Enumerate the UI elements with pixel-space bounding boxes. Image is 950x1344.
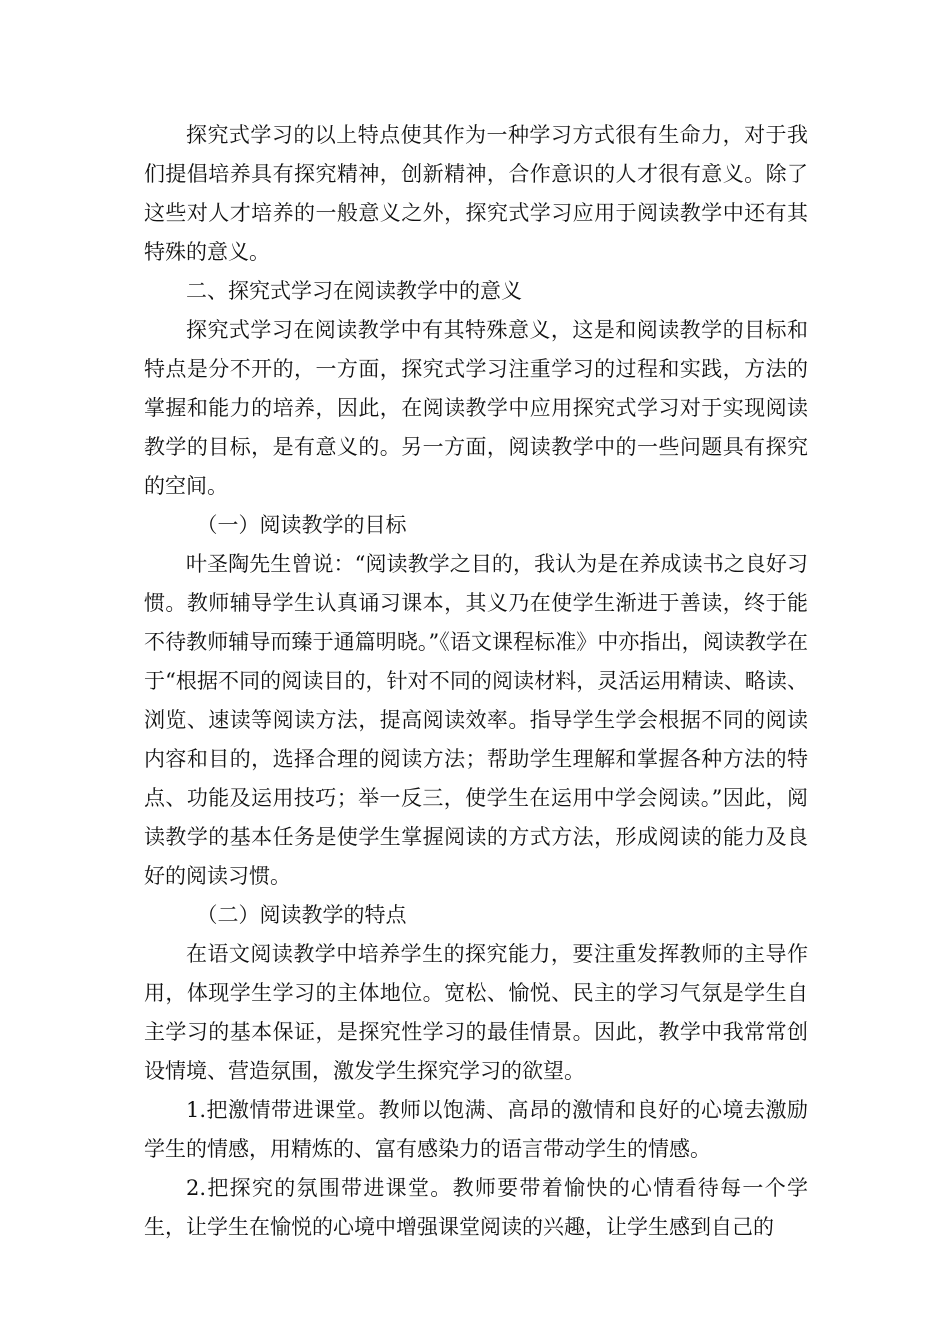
paragraph-point-1: 1.把激情带进课堂。教师以饱满、高昂的激情和良好的心境去激励学生的情感，用精炼的、富有感染力的语言带动学生的情感。 [144, 1098, 808, 1161]
paragraph-point-2: 2.把探究的氛围带进课堂。教师要带着愉快的心情看待每一个学生，让学生在愉悦的心境中增强课堂阅读的兴趣，让学生感到自己的 [144, 1176, 808, 1239]
paragraph-goals: 叶圣陶先生曾说：“阅读教学之目的，我认为是在养成读书之良好习惯。教师辅导学生认真诵习课本，其义乃在使学生渐进于善读，终于能不待教师辅导而臻于通篇明晓。”《语文课程标准》中亦指出，阅读教学在于“根据不同的阅读目的，针对不同的阅读材料，灵活运用精读、略读、浏览、速读等阅读方法，提高阅读效率。指导学生学会根据不同的阅读内容和目的，选择合理的阅读方法；帮助学生理解和掌握各种方法的特点、功能及运用技巧；举一反三，使学生在运用中学会阅读。”因此，阅读教学的基本任务是使学生掌握阅读的方式方法，形成阅读的能力及良好的阅读习惯。 [144, 552, 808, 888]
paragraph-characteristics: 在语文阅读教学中培养学生的探究能力，要注重发挥教师的主导作用，体现学生学习的主体地位。宽松、愉悦、民主的学习气氛是学生自主学习的基本保证，是探究性学习的最佳情景。因此，教学中我常常创设情境、营造氛围，激发学生探究学习的欲望。 [144, 942, 808, 1083]
section-heading-significance: 二、探究式学习在阅读教学中的意义 [186, 279, 522, 303]
paragraph-significance: 探究式学习在阅读教学中有其特殊意义，这是和阅读教学的目标和特点是分不开的，一方面，探究式学习注重学习的过程和实践，方法的掌握和能力的培养，因此，在阅读教学中应用探究式学习对于实现阅读教学的目标，是有意义的。另一方面，阅读教学中的一些问题具有探究的空间。 [144, 318, 808, 498]
subsection-heading-characteristics: （二）阅读教学的特点 [196, 903, 407, 927]
paragraph-inquiry-features: 探究式学习的以上特点使其作为一种学习方式很有生命力，对于我们提倡培养具有探究精神，创新精神，合作意识的人才很有意义。除了这些对人才培养的一般意义之外，探究式学习应用于阅读教学中还有其特殊的意义。 [144, 123, 808, 264]
subsection-heading-goals: （一）阅读教学的目标 [196, 513, 407, 537]
document-body [144, 116, 808, 1247]
